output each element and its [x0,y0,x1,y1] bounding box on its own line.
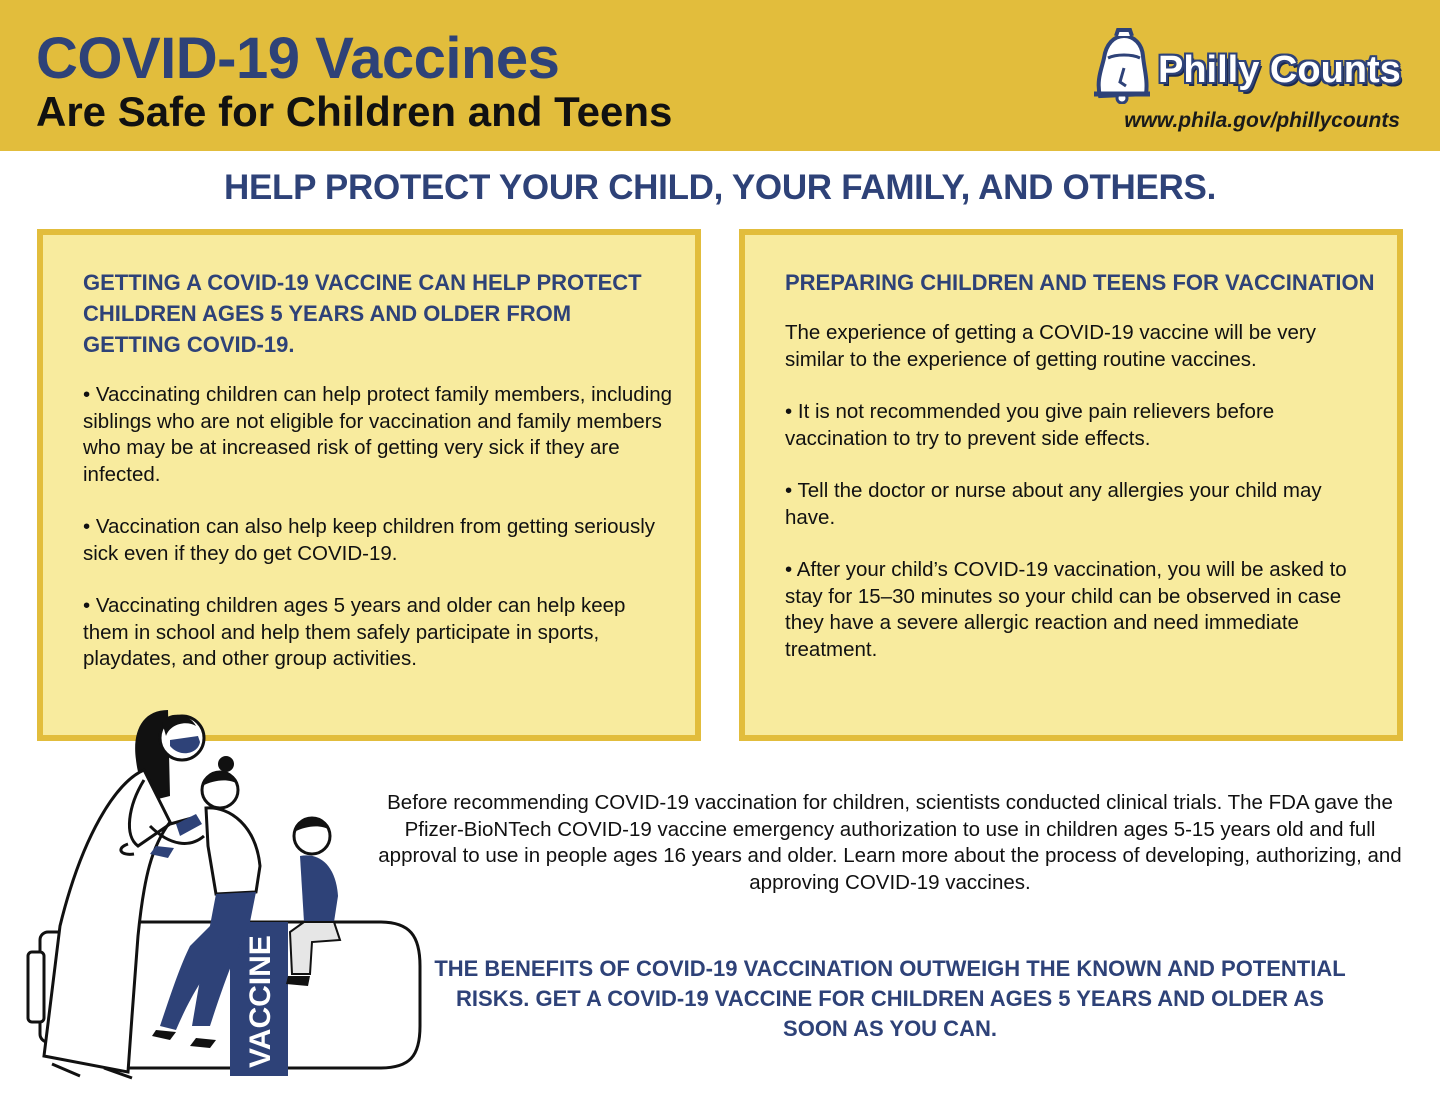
intro-paragraph: The experience of getting a COVID-19 vaccine will be very similar to the experience of getting routine vaccines. [785,321,1316,371]
bullet-paragraph: • After your child’s COVID-19 vaccination, you will be asked to stay for 15–30 minutes so your child can be observed in case they have a severe allergic reaction and need immediate treatment. [785,558,1347,661]
bullet-paragraph: • Vaccinating children ages 5 years and older can help keep them in school and help them safely participate in sports, playdates, and other group activities. [83,594,626,670]
header-banner [0,0,1440,151]
call-to-action: THE BENEFITS OF COVID-19 VACCINATION OUTWEIGH THE KNOWN AND POTENTIAL RISKS. GET A COVID-19 VACCINE FOR CHILDREN AGES 5 YEARS AND OLDER AS SOON AS YOU CAN. [434,956,1346,1041]
liberty-bell-icon [1086,28,1154,104]
bullet-paragraph: • Tell the doctor or nurse about any allergies your child may have. [785,479,1322,529]
clinical-trials-paragraph: Before recommending COVID-19 vaccination for children, scientists conducted clinical trials. The FDA gave the Pfizer-BioNTech COVID-19 vaccine emergency authorization to use in children ages 5-15 years old and full approval to use in people ages 16 years and older. Learn more about the process of developing, authorizing, and approving COVID-19 vaccines. [378,791,1402,894]
bullet-paragraph: • Vaccinating children can help protect family members, including siblings who are not eligible for vaccination and family members who may be at increased risk of getting very sick if they are infected. [83,383,673,486]
logo-text: Philly Counts [1158,49,1401,91]
vial-label: VACCINE [244,935,277,1068]
philly-counts-logo [1086,28,1416,104]
info-box-protect-children [37,229,701,741]
bullet-paragraph: • Vaccination can also help keep children from getting seriously sick even if they do get COVID-19. [83,515,655,565]
page-title: COVID-19 Vaccines [36,26,560,91]
box-heading: PREPARING CHILDREN AND TEENS FOR VACCINATION [785,270,1375,295]
website-url[interactable]: www.phila.gov/phillycounts [1124,109,1400,132]
info-box-preparing-children [739,229,1403,741]
page-subtitle: Are Safe for Children and Teens [36,88,673,135]
main-headline: HELP PROTECT YOUR CHILD, YOUR FAMILY, AND OTHERS. [224,168,1216,207]
box-heading: GETTING A COVID-19 VACCINE CAN HELP PROTECT CHILDREN AGES 5 YEARS AND OLDER FROM GETTING COVID-19. [83,270,642,357]
bullet-paragraph: • It is not recommended you give pain relievers before vaccination to try to prevent side effects. [785,400,1275,450]
